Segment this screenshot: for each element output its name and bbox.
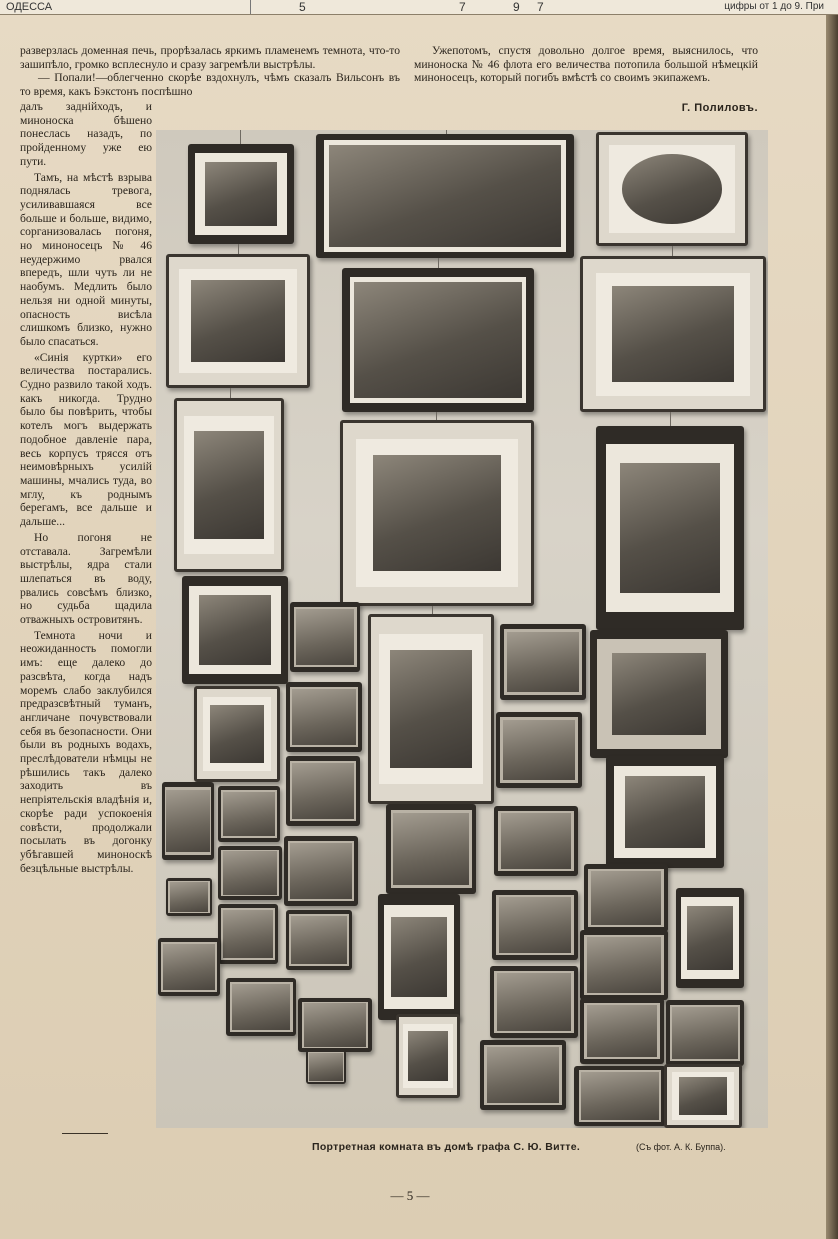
framed-photo [596,132,748,246]
photo-credit: (Съ фот. А. К. Буппа). [636,1142,726,1152]
top-strip-right-text: цифры от 1 до 9. При [724,1,824,12]
framed-photo [590,630,728,758]
strip-digit: 9 [513,0,520,14]
framed-photo [596,426,744,630]
author-signature: Г. Полиловъ. [681,102,758,114]
strip-digit: 5 [299,0,306,14]
framed-photo [500,624,586,700]
article-paragraph: «Синія куртки» его величества постарались. Судно развило такой ходъ. какъ никогда. Трудно было бы повѣрить, чтобы котелъ могъ выдержать подобное давленіе пара, весь корпусъ трясся отъ неимовѣрныхъ усилій машины, мчались туда, во мглу, къ роднымъ берегамъ, все дальше и дальше... [20,350,152,529]
framed-photo [340,420,534,606]
strip-digit: 7 [537,0,544,14]
article-paragraph: Но погоня не отставала. Загремѣли выстрѣлы, ядра стали шлепаться въ воду, рвались совсѣмъ близко, но судьба щадила отважныхъ островитянъ. [20,530,152,627]
framed-photo [284,836,358,906]
article-paragraph: — Попали!—облегченно скорѣе вздохнулъ, чѣмъ сказалъ Вильсонъ въ то время, какъ Бэкстонъ поспѣшно [20,71,400,98]
framed-photo [158,938,220,996]
top-strip-cells [250,0,671,14]
framed-photo [378,894,460,1020]
framed-photo [584,864,668,932]
page-edge [826,0,838,1239]
framed-photo [298,998,372,1052]
framed-photo [580,998,664,1064]
framed-photo [194,686,280,782]
article-paragraph: далъ заднійходъ, и миноноска бѣшено понеслась назадъ, по пройденному уже ею пути. [20,100,152,168]
framed-photo [480,1040,566,1110]
framed-photo [490,966,578,1038]
framed-photo [580,930,668,1000]
framed-photo [290,602,360,672]
framed-photo [316,134,574,258]
top-strip-left-text: ОДЕССА [6,1,53,13]
hanging-wire [446,130,447,134]
framed-photo [218,846,282,900]
framed-photo [286,910,352,970]
framed-photo [342,268,534,412]
framed-photo [162,782,214,860]
framed-photo [182,576,288,684]
framed-photo [492,890,578,960]
portrait-room-photo [156,130,768,1128]
framed-photo [666,1000,744,1066]
framed-photo [174,398,284,572]
hanging-wire [672,246,673,256]
framed-photo [226,978,296,1036]
hanging-wire [432,606,433,614]
strip-digit: 7 [459,0,466,14]
article-paragraph: разверзлась доменная печь, прорѣзалась яркимъ пламенемъ темнота, что-то зашипѣло, громко всплеснуло и сразу загремѣли выстрѣлы. [20,44,400,71]
framed-photo [606,756,724,868]
framed-photo [396,1014,460,1098]
framed-photo [580,256,766,412]
article-top-left [20,44,400,98]
framed-photo [574,1066,666,1126]
hanging-wire [240,130,241,144]
top-strip [0,0,838,15]
framed-photo [218,904,278,964]
photo-caption: Портретная комната въ домѣ графа С. Ю. Витте. [312,1141,581,1153]
hanging-wire [238,244,239,254]
framed-photo [218,786,280,842]
framed-photo [496,712,582,788]
framed-photo [664,1064,742,1128]
hanging-wire [670,412,671,426]
framed-photo [286,756,360,826]
framed-photo [166,878,212,916]
hanging-wire [230,388,231,398]
hanging-wire [436,412,437,420]
column-end-rule [62,1133,108,1134]
framed-photo [306,1050,346,1084]
article-paragraph: Ужепотомъ, спустя довольно долгое время, выяснилось, что миноноска № 46 флота его величества потопила большой нѣмецкій миноносецъ, который погибъ вмѣстѣ со своимъ экипажемъ. [414,44,758,85]
framed-photo [188,144,294,244]
article-paragraph: Тамъ, на мѣстѣ взрыва поднялась тревога, усиливавшаяся все больше и больше, видимо, сорганизовалась погоня, но миноносецъ № 46 неудержимо рвался впередъ, шли чуть ли не наобумъ. Медлить было нельзя ни одной минуты, опасность висѣла слишкомъ близко, нужно было спасаться. [20,170,152,348]
framed-photo [166,254,310,388]
framed-photo [386,804,476,894]
framed-photo [676,888,744,988]
article-narrow-column [20,100,152,877]
article-top-right [414,44,758,85]
page-number: — 5 — [390,1188,430,1203]
framed-photo [494,806,578,876]
framed-photo [286,682,362,752]
hanging-wire [438,258,439,268]
article-paragraph: Темнота ночи и неожиданность помогли имъ: еще далеко до разсвѣта, когда надъ моремъ слабо заклубился предразсвѣтный туманъ, англичане почувствовали себя въ безопасности. Они были въ родныхъ водахъ, преслѣдователи нѣмцы не рѣшились такъ далеко заходить въ непріятельскія владѣнія и, скорѣе ради успокоенія совѣсти, продолжали посылать въ догонку убѣгавшей миноноскѣ безцѣльные выстрѣлы. [20,628,152,875]
framed-photo [368,614,494,804]
